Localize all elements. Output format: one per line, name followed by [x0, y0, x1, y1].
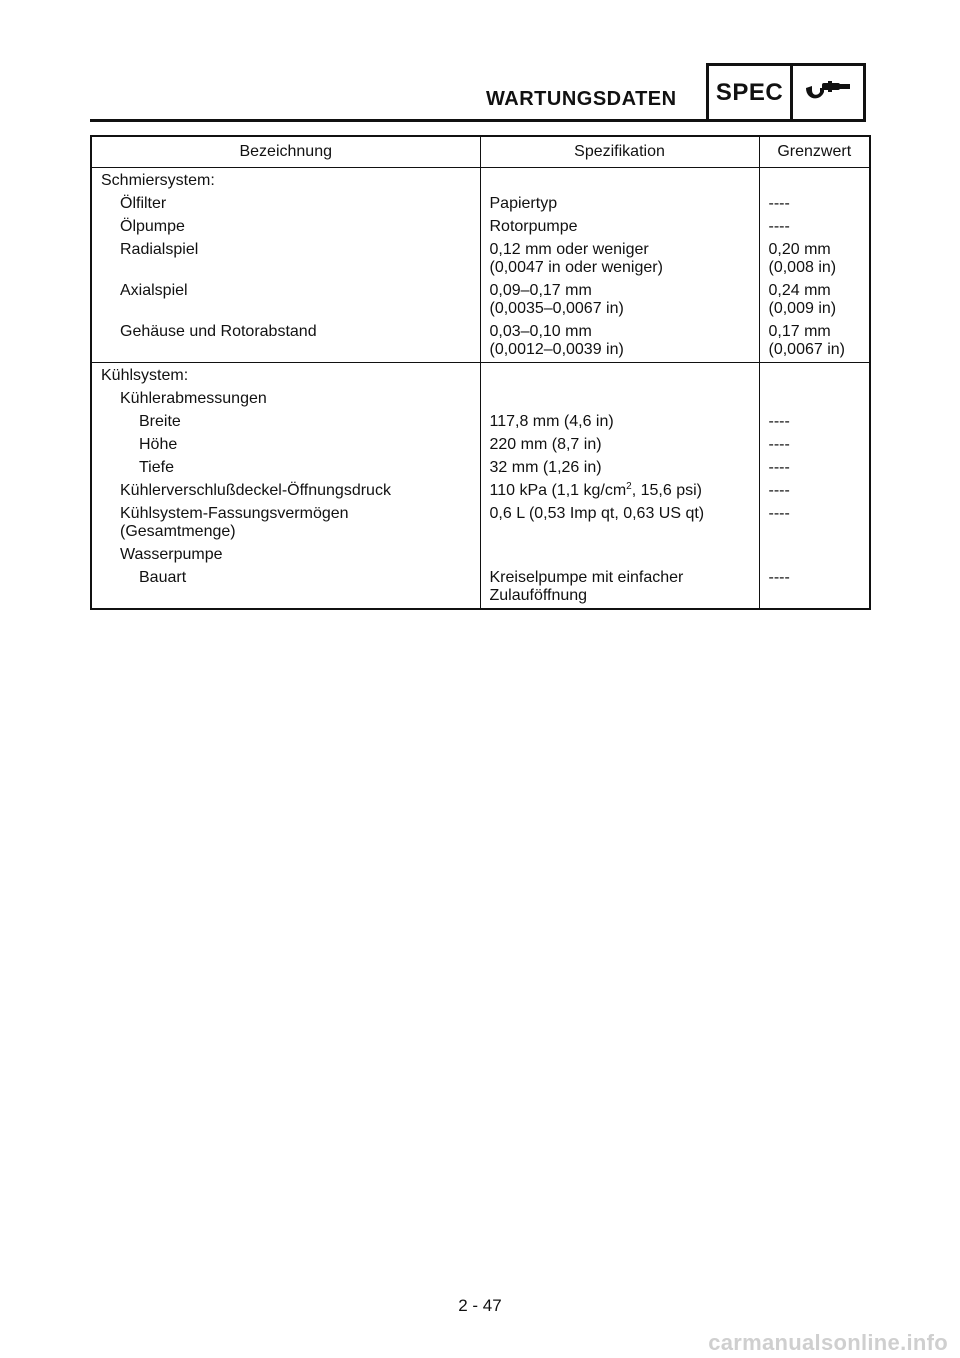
row-spec: 117,8 mm (4,6 in) [489, 413, 614, 430]
watermark: carmanualsonline.info [708, 1330, 948, 1355]
table-row [91, 218, 870, 241]
row-name: Wasserpumpe [120, 546, 223, 563]
page-number: 2 - 47 [458, 1296, 502, 1315]
column-header-spezifikation: Spezifikation [480, 136, 759, 168]
row-limit: ---- [768, 195, 790, 212]
row-spec [490, 367, 755, 385]
row-name: Axialspiel [120, 282, 188, 299]
table-row [91, 436, 870, 459]
row-limit: ---- [768, 505, 790, 522]
row-spec: 220 mm (8,7 in) [489, 436, 602, 453]
row-limit: 0,24 mm [768, 282, 831, 299]
row-spec-secondary: Zulauföffnung [489, 587, 588, 604]
row-spec [490, 482, 755, 500]
row-spec: 0,09–0,17 mm [489, 282, 592, 299]
row-limit [769, 367, 866, 385]
table-header-row [91, 136, 870, 168]
row-spec [490, 546, 755, 564]
row-limit: ---- [768, 413, 790, 430]
table-row [91, 459, 870, 482]
group-schmiersystem [91, 168, 870, 363]
row-limit: ---- [768, 459, 790, 476]
group-kuehlsystem [91, 363, 870, 610]
row-name: Tiefe [139, 459, 174, 476]
row-name: Kühlsystem: [101, 367, 189, 384]
row-limit-secondary: (0,008 in) [768, 259, 837, 276]
spec-badge [706, 63, 866, 122]
row-spec-secondary: (0,0012–0,0039 in) [489, 341, 624, 358]
table-row [91, 390, 870, 413]
row-name: Breite [139, 413, 181, 430]
table-row [91, 282, 870, 323]
row-name: Ölpumpe [120, 218, 185, 235]
row-name: Gehäuse und Rotorabstand [120, 323, 317, 340]
row-name: Höhe [139, 436, 178, 453]
column-header-grenzwert: Grenzwert [759, 136, 870, 168]
row-spec: Papiertyp [489, 195, 558, 212]
row-limit: ---- [768, 218, 790, 235]
row-spec [490, 172, 755, 190]
row-limit-secondary: (0,009 in) [768, 300, 837, 317]
column-header-bezeichnung: Bezeichnung [91, 136, 480, 168]
row-limit [769, 172, 866, 190]
row-name: Schmiersystem: [101, 172, 215, 189]
table-row [91, 168, 870, 196]
row-spec: 0,6 L (0,53 Imp qt, 0,63 US qt) [489, 505, 705, 522]
header-rule [90, 119, 706, 122]
spec-badge-label: SPEC [709, 66, 793, 119]
row-spec-part-b: , 15,6 psi) [631, 482, 702, 499]
page-header [0, 0, 960, 130]
row-limit [769, 546, 866, 564]
table-row [91, 363, 870, 391]
row-limit-secondary: (0,0067 in) [768, 341, 845, 358]
row-limit: 0,17 mm [768, 323, 831, 340]
row-name: Bauart [139, 569, 187, 586]
row-name: Radialspiel [120, 241, 199, 258]
row-spec: Kreiselpumpe mit einfacher [489, 569, 684, 586]
row-name: Ölfilter [120, 195, 167, 212]
row-name: Kühlsystem-Fassungsvermögen [120, 505, 349, 522]
row-spec-secondary: (0,0047 in oder weniger) [489, 259, 663, 276]
row-limit: ---- [768, 482, 790, 499]
row-name: Kühlerabmessungen [120, 390, 267, 407]
row-spec-superscript: 2 [626, 481, 632, 492]
row-spec: 32 mm (1,26 in) [489, 459, 602, 476]
row-spec-part-a: 110 kPa (1,1 kg/cm [489, 482, 627, 499]
wrench-icon [793, 66, 863, 119]
specification-table [90, 135, 871, 610]
table-row [91, 505, 870, 546]
row-limit: ---- [768, 569, 790, 586]
row-limit: 0,20 mm [768, 241, 831, 258]
row-spec: Rotorpumpe [489, 218, 578, 235]
table-row [91, 195, 870, 218]
row-spec: 0,12 mm oder weniger [489, 241, 649, 258]
table-row [91, 546, 870, 569]
table-row [91, 241, 870, 282]
row-spec: 0,03–0,10 mm [489, 323, 592, 340]
row-name: Kühlerverschlußdeckel-Öffnungsdruck [120, 482, 391, 499]
row-limit: ---- [768, 436, 790, 453]
table-row [91, 482, 870, 505]
section-title: WARTUNGSDATEN [486, 88, 677, 110]
table-row [91, 323, 870, 363]
row-spec-secondary: (0,0035–0,0067 in) [489, 300, 624, 317]
table-row [91, 413, 870, 436]
row-limit [769, 390, 866, 408]
row-name-secondary: (Gesamtmenge) [120, 523, 236, 540]
row-spec [490, 390, 755, 408]
table-row [91, 569, 870, 609]
